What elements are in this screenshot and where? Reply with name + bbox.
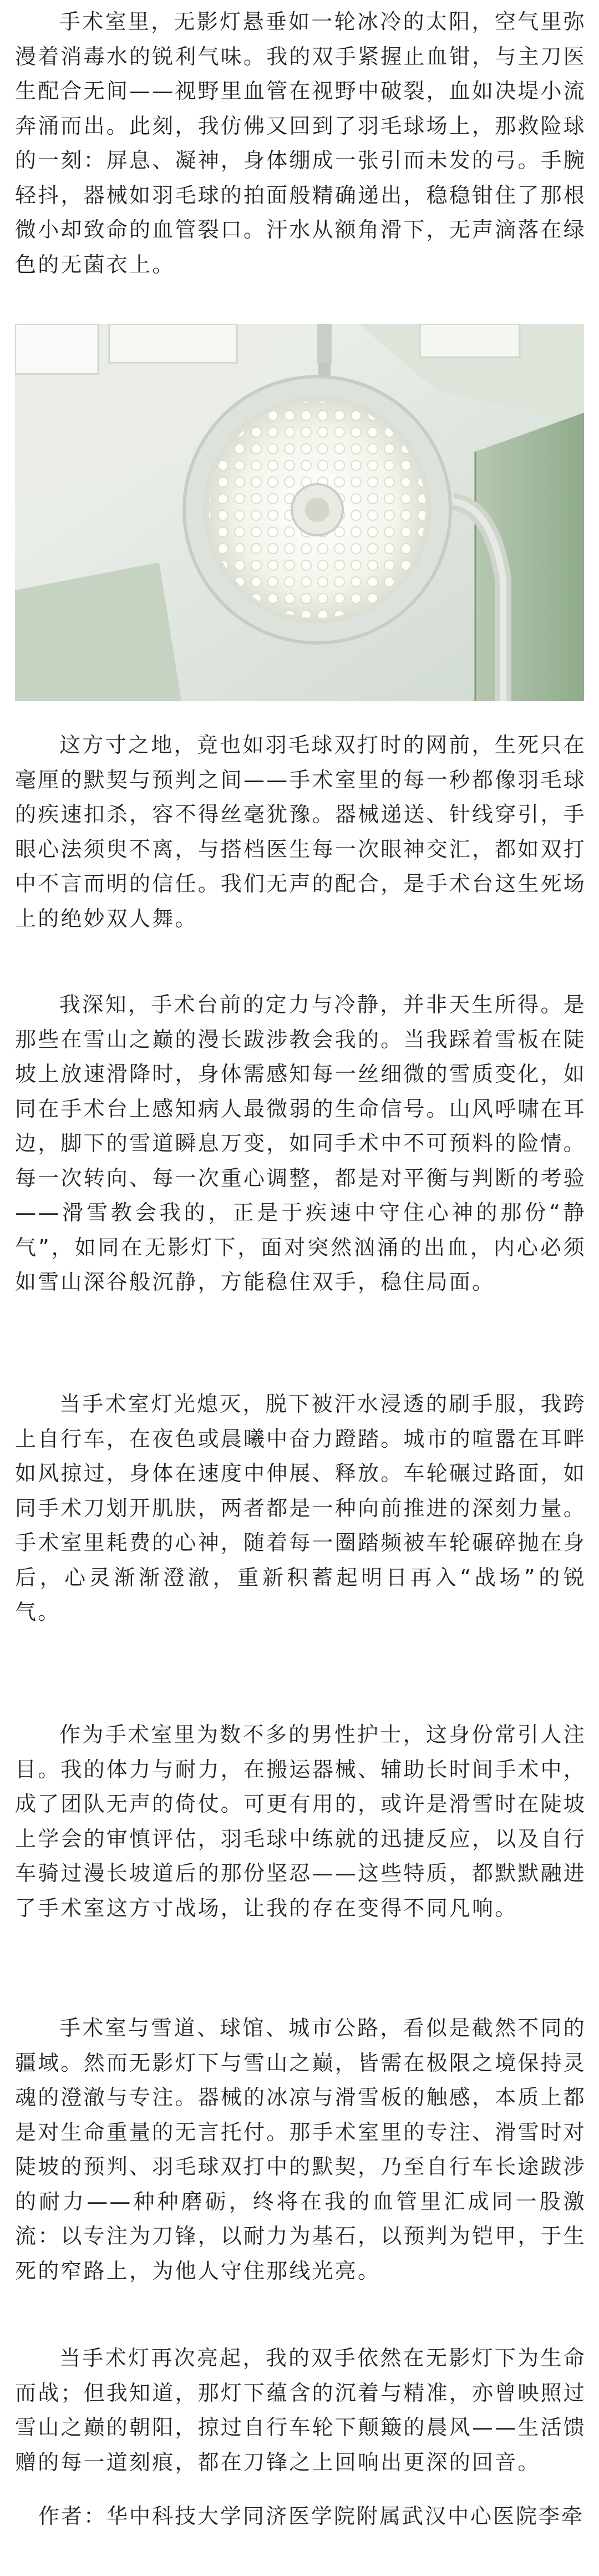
paragraph-5: 作为手术室里为数不多的男性护士，这身份常引人注目。我的体力与耐力，在搬运器械、辅助长时间手术中，成了团队无声的倚仗。可更有用的，或许是滑雪时在陡坡上学会的审慎评估，羽毛球中练就的迅捷反应，以及自行车骑过漫长坡道后的那份坚忍——这些特质，都默默融进了手术室这方寸战场，让我的存在变得不同凡响。 xyxy=(15,1722,587,1920)
author-credit: 作者：华中科技大学同济医学院附属武汉中心医院李牵 xyxy=(38,2504,584,2528)
paragraph-6: 手术室与雪道、球馆、城市公路，看似是截然不同的疆域。然而无影灯下与雪山之巅，皆需在极限之境保持灵魂的澄澈与专注。器械的冰凉与滑雪板的触感，本质上都是对生命重量的无言托付。那手术室里的专注、滑雪时对陡坡的预判、羽毛球双打中的默契，乃至自行车长途跋涉的耐力——种种磨砺，终将在我的血管里汇成同一股激流：以专注为刀锋，以耐力为基石，以预判为铠甲，于生死的窄路上，为他人守住那线光亮。 xyxy=(15,2016,587,2283)
surgical-lamp-photo xyxy=(15,324,584,701)
paragraph-3: 我深知，手术台前的定力与冷静，并非天生所得。是那些在雪山之巅的漫长跋涉教会我的。当我踩着雪板在陡坡上放速滑降时，身体需感知每一丝细微的雪质变化，如同在手术台上感知病人最微弱的生命信号。山风呼啸在耳边，脚下的雪道瞬息万变，如同手术中不可预料的险情。每一次转向、每一次重心调整，都是对平衡与判断的考验——滑雪教会我的，正是于疾速中守住心神的那份“静气”，如同在无影灯下，面对突然汹涌的出血，内心必须如雪山深谷般沉静，方能稳住双手，稳住局面。 xyxy=(15,992,587,1294)
paragraph-4: 当手术室灯光熄灭，脱下被汗水浸透的刷手服，我跨上自行车，在夜色或晨曦中奋力蹬踏。城市的喧嚣在耳畔如风掠过，身体在速度中伸展、释放。车轮碾过路面，如同手术刀划开肌肤，两者都是一种向前推进的深刻力量。手术室里耗费的心神，随着每一圈踏频被车轮碾碎抛在身后，心灵渐渐澄澈，重新积蓄起明日再入“战场”的锐气。 xyxy=(15,1392,587,1624)
paragraph-7: 当手术灯再次亮起，我的双手依然在无影灯下为生命而战；但我知道，那灯下蕴含的沉着与精准，亦曾映照过雪山之巅的朝阳，掠过自行车轮下颠簸的晨风——生活馈赠的每一道刻痕，都在刀锋之上回响出更深的回音。 xyxy=(15,2346,587,2474)
paragraph-1: 手术室里，无影灯悬垂如一轮冰冷的太阳，空气里弥漫着消毒水的锐利气味。我的双手紧握止血钳，与主刀医生配合无间——视野里血管在视野中破裂，血如决堤小流奔涌而出。此刻，我仿佛又回到了羽毛球场上，那救险球的一刻：屏息、凝神，身体绷成一张引而未发的弓。手腕轻抖，器械如羽毛球的拍面般精确递出，稳稳钳住了那根微小却致命的血管裂口。汗水从额角滑下，无声滴落在绿色的无菌衣上。 xyxy=(15,9,587,277)
paragraph-2: 这方寸之地，竟也如羽毛球双打时的网前，生死只在毫厘的默契与预判之间——手术室里的每一秒都像羽毛球的疾速扣杀，容不得丝毫犹豫。器械递送、针线穿引，手眼心法须臾不离，与搭档医生每一次眼神交汇，都如双打中不言而明的信任。我们无声的配合，是手术台这生死场上的绝妙双人舞。 xyxy=(15,733,587,931)
surgical-lamp-illustration xyxy=(15,324,584,701)
